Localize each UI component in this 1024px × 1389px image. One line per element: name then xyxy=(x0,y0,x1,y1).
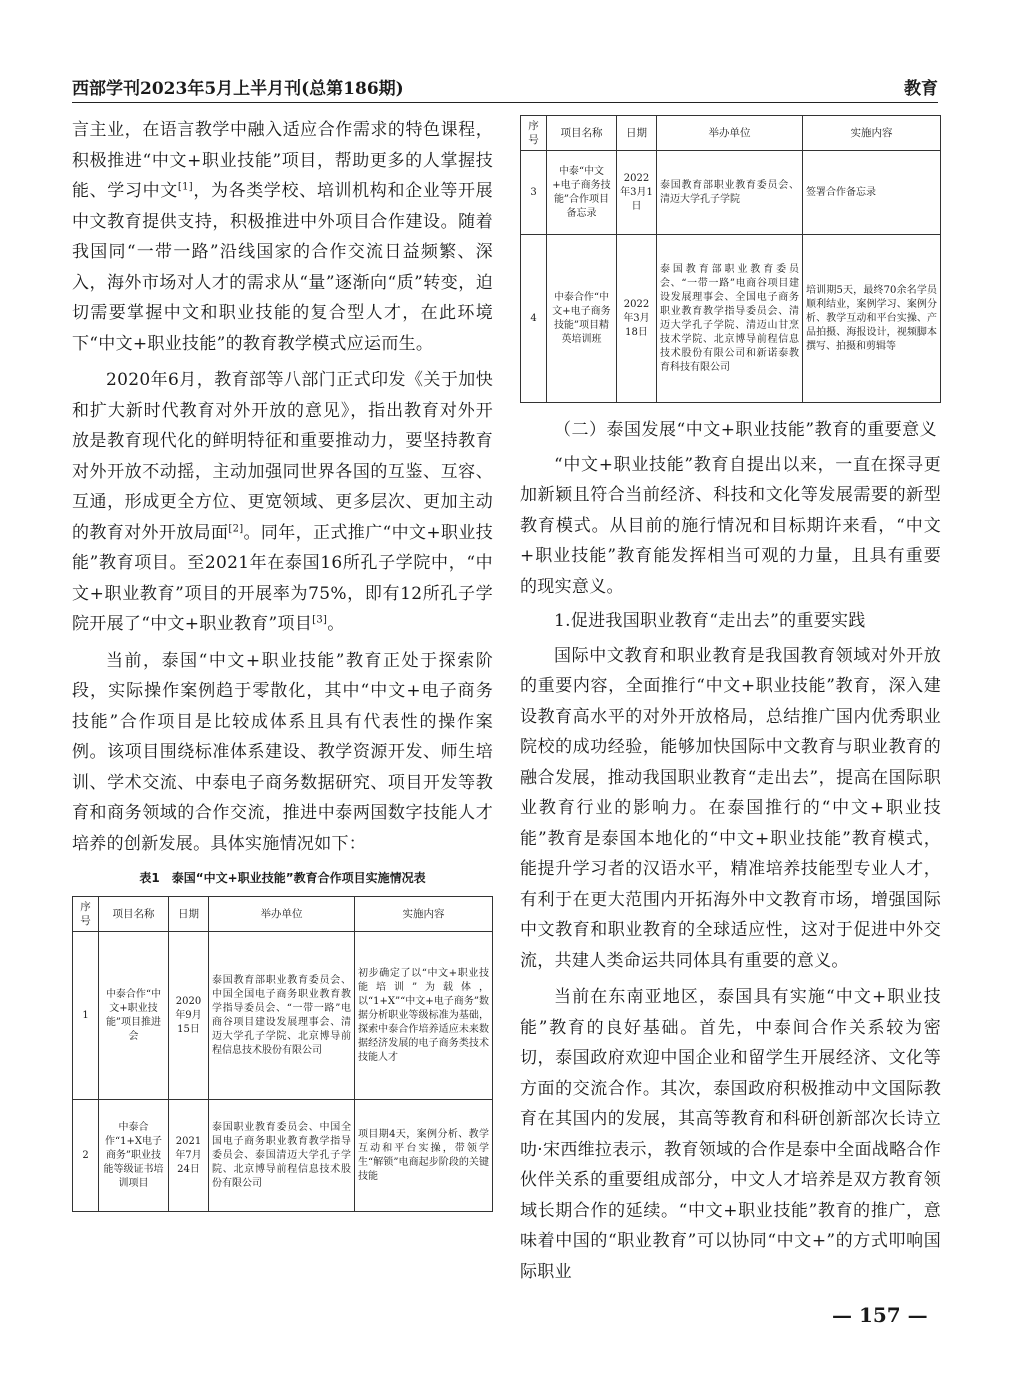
table-part-1 xyxy=(72,896,493,1212)
paragraph-4: “中文+职业技能”教育自提出以来，一直在探寻更加新颖且符合当前经济、科技和文化等发展需要的新型教育模式。从目前的施行情况和目标期许来看，“中文+职业技能”教育能发挥相当可观的力量，且具有重要的现实意义。 xyxy=(520,454,941,597)
cell-name: 中泰“中文+电子商务技能”合作项目备忘录 xyxy=(547,151,617,235)
section-label: 教育 xyxy=(904,79,938,99)
table-part-2 xyxy=(520,115,941,403)
col-header-name: 项目名称 xyxy=(99,897,169,932)
table-row xyxy=(73,932,493,1100)
left-column xyxy=(72,115,493,1212)
cell-no: 2 xyxy=(73,1100,99,1212)
col-header-name: 项目名称 xyxy=(547,116,617,151)
page-header xyxy=(72,70,938,104)
journal-title: 西部学刊2023年5月上半月刊(总第186期) xyxy=(72,79,404,99)
cell-content: 签署合作备忘录 xyxy=(803,151,941,235)
table-row xyxy=(521,151,941,235)
col-header-date: 日期 xyxy=(169,897,209,932)
col-header-content: 实施内容 xyxy=(355,897,493,932)
table-header-row xyxy=(73,897,493,932)
section-subheading: （二）泰国发展“中文+职业技能”教育的重要意义 xyxy=(554,420,938,440)
paragraph-3: 当前，泰国“中文+职业技能”教育正处于探索阶段，实际操作案例趋于零散化，其中“中文+电子商务技能”合作项目是比较成体系且具有代表性的操作案例。该项目围绕标准体系建设、教学资源开发、师生培训、学术交流、中泰电子商务数据研究、项目开发等教育和商务领域的合作交流，推进中泰两国数字技能人才培养的创新发展。具体实施情况如下： xyxy=(72,650,493,854)
cell-date: 2020年9月15日 xyxy=(169,932,209,1100)
cell-content: 培训期5天，最终70余名学员顺利结业，案例学习、案例分析、教学互动和平台实操、产品拍摄、海报设计，视频脚本撰写、拍摄和剪辑等 xyxy=(803,235,941,403)
paragraph-2: 2020年6月，教育部等八部门正式印发《关于加快和扩大新时代教育对外开放的意见》，指出教育对外开放是教育现代化的鲜明特征和重要推动力，要坚持教育对外开放不动摇，主动加强同世界各国的互鉴、互容、互通，形成更全方位、更宽领域、更多层次、更加主动的教育对外开放局面[2]。同年，正式推广“中文+职业技能”教育项目。至2021年在泰国16所孔子学院中，“中文+职业教育”项目的开展率为75%，即有12所孔子学院开展了“中文+职业教育”项目[3]。 xyxy=(72,370,494,634)
paragraph-1: 言主业，在语言教学中融入适应合作需求的特色课程，积极推进“中文+职业技能”项目，帮助更多的人掌握技能、学习中文[1]，为各类学校、培训机构和企业等开展中文教育提供支持，积极推进中外项目合作建设。随着我国同“一带一路”沿线国家的合作交流日益频繁、深入，海外市场对人才的需求从“量”逐渐向“质”转变，迫切需要掌握中文和职业技能的复合型人才，在此环境下“中文+职业技能”的教育教学模式应运而生。 xyxy=(72,120,493,354)
cell-date: 2021年7月24日 xyxy=(169,1100,209,1212)
col-header-org: 举办单位 xyxy=(657,116,803,151)
table-row xyxy=(521,235,941,403)
cell-no: 4 xyxy=(521,235,547,403)
cell-org: 泰国教育部职业教育委员会、清迈大学孔子学院 xyxy=(657,151,803,235)
cell-org: 泰国职业教育委员会、中国全国电子商务职业教育教学指导委员会、泰国清迈大学孔子学院、北京博导前程信息技术股份有限公司 xyxy=(209,1100,355,1212)
numbered-heading-1: 1.促进我国职业教育“走出去”的重要实践 xyxy=(554,611,866,631)
ref-2: [2] xyxy=(228,522,244,534)
col-header-content: 实施内容 xyxy=(803,116,941,151)
cell-name: 中泰合作“中文+职业技能”项目推进会 xyxy=(99,932,169,1100)
col-header-org: 举办单位 xyxy=(209,897,355,932)
right-column xyxy=(520,115,941,1287)
cell-org: 泰国教育部职业教育委员会、“一带一路”电商谷项目建设发展理事会、全国电子商务职业教育教学指导委员会、清迈大学孔子学院、清迈山甘烹技术学院、北京博导前程信息技术股份有限公司和新诺泰教育科技有限公司 xyxy=(657,235,803,403)
cell-org: 泰国教育部职业教育委员会、中国全国电子商务职业教育教学指导委员会、“一带一路”电商谷项目建设发展理事会、清迈大学孔子学院、北京博导前程信息技术股份有限公司 xyxy=(209,932,355,1100)
paragraph-6: 当前在东南亚地区，泰国具有实施“中文+职业技能”教育的良好基础。首先，中泰间合作关系较为密切，泰国政府欢迎中国企业和留学生开展经济、文化等方面的交流合作。其次，泰国政府积极推动中文国际教育在其国内的发展，其高等教育和科研创新部次长诗立叻·宋西维拉表示，教育领域的合作是泰中全面战略合作伙伴关系的重要组成部分，中文人才培养是双方教育领域长期合作的延续。“中文+职业技能”教育的推广，意味着中国的“职业教育”可以协同“中文+”的方式叩响国际职业 xyxy=(520,987,941,1282)
ref-3: [3] xyxy=(312,614,328,626)
cell-no: 3 xyxy=(521,151,547,235)
table-caption: 表1 泰国“中文+职业技能”教育合作项目实施情况表 xyxy=(139,871,426,885)
col-header-date: 日期 xyxy=(617,116,657,151)
cell-content: 项目期4天，案例分析、教学互动和平台实操，带领学生“解锁”电商起步阶段的关键技能 xyxy=(355,1100,493,1212)
cell-date: 2022年3月1日 xyxy=(617,151,657,235)
col-header-no: 序号 xyxy=(73,897,99,932)
cell-content: 初步确定了以“中文+职业技能培训”为载体，以“1+X”“中文+电子商务”数据分析职业等级标准为基础，探索中泰合作培养适应未来数据经济发展的电子商务类技术技能人才 xyxy=(355,932,493,1100)
cell-name: 中泰合作“中文+电子商务技能”项目精英培训班 xyxy=(547,235,617,403)
table-header-row xyxy=(521,116,941,151)
paragraph-5: 国际中文教育和职业教育是我国教育领域对外开放的重要内容，全面推行“中文+职业技能”教育，深入建设教育高水平的对外开放格局，总结推广国内优秀职业院校的成功经验，能够加快国际中文教育与职业教育的融合发展，推动我国职业教育“走出去”，提高在国际职业教育行业的影响力。在泰国推行的“中文+职业技能”教育是泰国本地化的“中文+职业技能”教育模式，能提升学习者的汉语水平，精准培养技能型专业人才，有利于在更大范围内开拓海外中文教育市场，增强国际中文教育和职业教育的全球适应性，这对于促进中外交流，共建人类命运共同体具有重要的意义。 xyxy=(520,645,941,971)
table-row xyxy=(73,1100,493,1212)
cell-name: 中泰合作“1+X电子商务”职业技能等级证书培训项目 xyxy=(99,1100,169,1212)
cell-no: 1 xyxy=(73,932,99,1100)
header-rule xyxy=(72,102,938,103)
col-header-no: 序号 xyxy=(521,116,547,151)
page-number: — 157 — xyxy=(832,1303,928,1327)
ref-1: [1] xyxy=(177,181,193,193)
cell-date: 2022年3月18日 xyxy=(617,235,657,403)
